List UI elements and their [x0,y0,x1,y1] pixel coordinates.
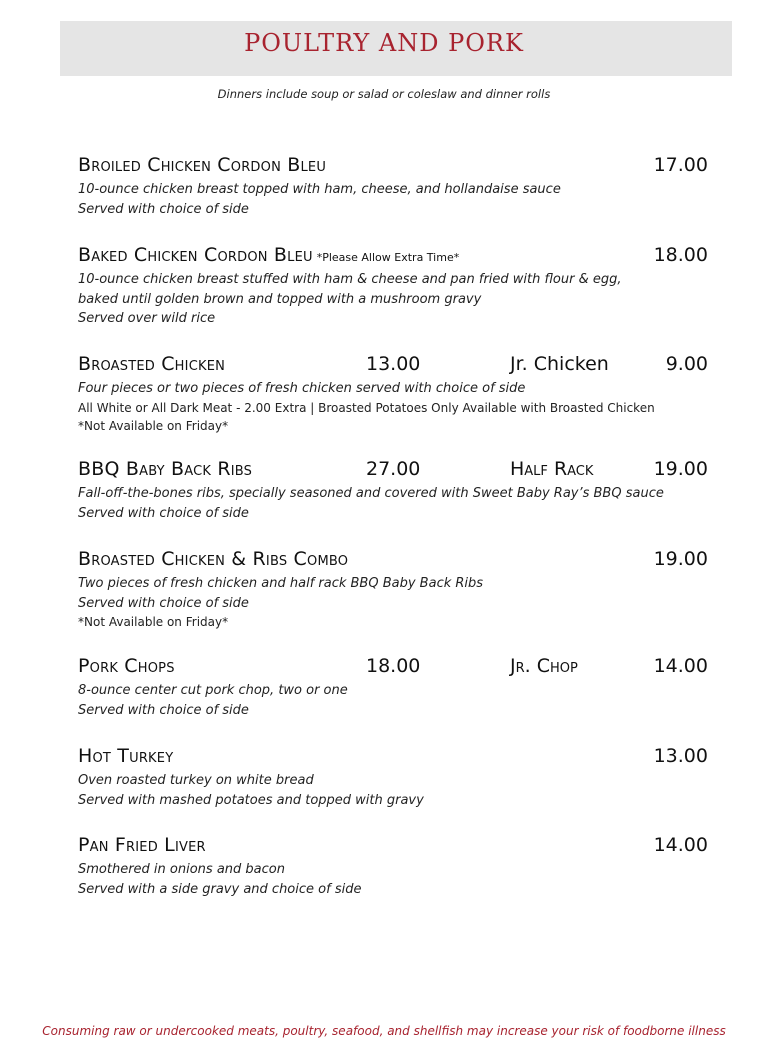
item-price: 18.00 [653,244,708,266]
item-price: 18.00 [366,655,421,677]
menu-item-pan-fried-liver [78,834,718,899]
item-name: Broasted Chicken [78,353,226,375]
alt-portion-name: Half Rack [510,458,594,480]
item-description: Served with choice of side [78,595,249,611]
item-description: 10-ounce chicken breast topped with ham, cheese, and hollandaise sauce [78,182,561,197]
item-price: 14.00 [653,834,708,856]
item-description: Served with a side gravy and choice of side [78,881,362,897]
item-price: 17.00 [653,154,708,176]
menu-item-broasted-chicken [78,353,718,435]
item-price: 19.00 [653,548,708,570]
item-name: Pork Chops [78,655,175,677]
item-description: baked until golden brown and topped with a mushroom gravy [78,291,482,307]
item-description: Fall-off-the-bones ribs, specially seasoned and covered with Sweet Baby Ray’s BBQ sauce [78,486,664,501]
item-name: Pan Fried Liver [78,834,206,856]
item-description: Served with mashed potatoes and topped with gravy [78,792,424,808]
page-title: POULTRY AND PORK [244,29,524,57]
item-description: Smothered in onions and bacon [78,862,285,877]
menu-item-baked-chicken-cordon-bleu [78,244,718,329]
item-description: Served over wild rice [78,311,216,326]
menu-item-pork-chops [78,655,718,720]
menu-item-bbq-baby-back-ribs [78,458,718,523]
item-name: Broiled Chicken Cordon Bleu [78,154,327,176]
item-description: 8-ounce center cut pork chop, two or one [78,683,348,698]
item-name: Hot Turkey [78,745,174,767]
menu-item-broasted-chicken-ribs-combo [78,548,718,631]
alt-portion-price: 9.00 [665,353,708,375]
item-description: Served with choice of side [78,505,249,521]
menu-item-hot-turkey [78,745,718,810]
item-name: BBQ Baby Back Ribs [78,458,253,480]
item-name: Baked Chicken Cordon Bleu *Please Allow Extra Time* [78,244,460,266]
item-description: Four pieces or two pieces of fresh chicken served with choice of side [78,381,526,396]
dinner-includes-note: Dinners include soup or salad or coleslaw and dinner rolls [217,87,551,101]
alt-portion-name: Jr. Chop [510,655,578,677]
item-description: 10-ounce chicken breast stuffed with ham & cheese and pan fried with flour & egg, [78,272,622,287]
item-note: All White or All Dark Meat - 2.00 Extra | Broasted Potatoes Only Available with Broasted Chicken [78,400,655,415]
alt-portion-name: Jr. Chicken [510,353,609,375]
item-price: 27.00 [366,458,421,480]
item-note: *Not Available on Friday* [78,418,229,433]
item-note: *Not Available on Friday* [78,615,229,629]
item-name: Broasted Chicken & Ribs Combo [78,548,349,570]
item-description: Served with choice of side [78,702,249,718]
item-price: 13.00 [653,745,708,767]
item-price: 13.00 [366,353,421,375]
item-description: Served with choice of side [78,201,249,217]
food-safety-warning: Consuming raw or undercooked meats, poultry, seafood, and shellfish may increase your risk of foodborne illness [42,1024,726,1038]
item-description: Oven roasted turkey on white bread [78,773,314,788]
menu-item-broiled-chicken-cordon-bleu [78,154,718,219]
alt-portion-price: 14.00 [653,655,708,677]
item-description: Two pieces of fresh chicken and half rack BBQ Baby Back Ribs [78,576,484,591]
alt-portion-price: 19.00 [653,458,708,480]
extra-time-note: *Please Allow Extra Time* [316,251,460,264]
